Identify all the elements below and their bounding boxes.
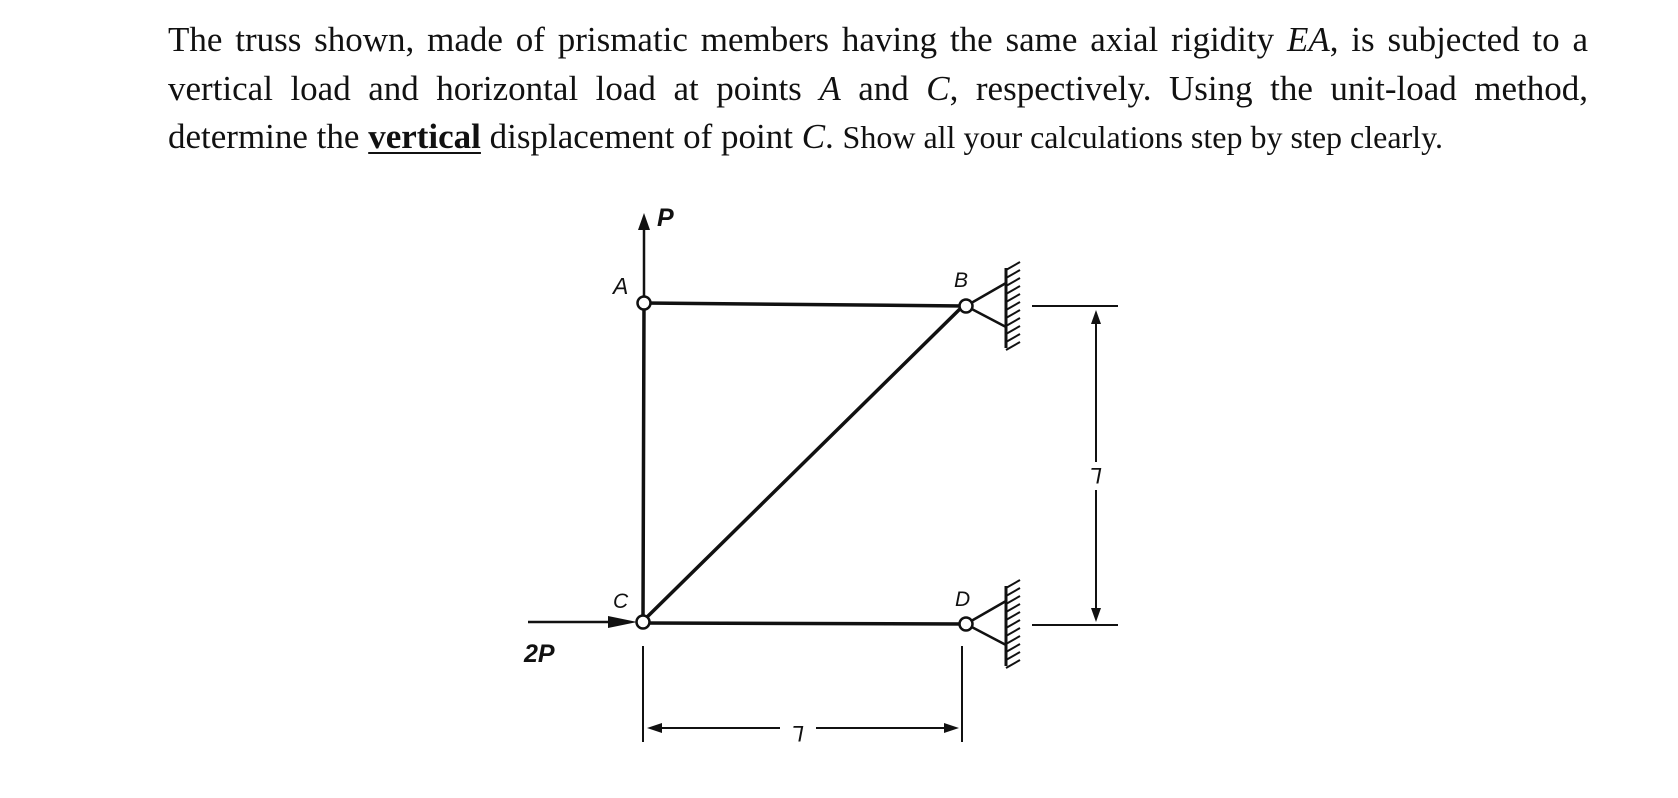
- text-segment: vertical load and horizontal load at points: [168, 68, 820, 108]
- load-label-p: P: [657, 204, 674, 232]
- node-label-d: D: [955, 588, 971, 611]
- load-label-2p: 2P: [524, 640, 555, 668]
- support-d: [966, 580, 1020, 668]
- member-cd: [643, 623, 966, 624]
- node-label-b: B: [954, 269, 969, 292]
- dimension-height: [1032, 306, 1118, 625]
- text-segment: displacement of point: [480, 117, 802, 156]
- joint-a: [638, 297, 651, 310]
- load-arrow-2p: [528, 616, 637, 628]
- text-segment: and: [840, 68, 927, 108]
- text-segment: , respectively. Using the unit-load method,: [949, 68, 1588, 108]
- dimension-label-width: L: [791, 721, 804, 746]
- text-segment: , is subjected to a: [1329, 20, 1589, 59]
- point-a-ref: A: [819, 68, 841, 108]
- axial-rigidity-symbol: EA: [1286, 20, 1330, 59]
- support-b: [966, 262, 1020, 350]
- text-segment: The truss shown, made of prismatic members having the same axial rigidity: [168, 20, 1287, 59]
- text-segment: .: [825, 117, 843, 156]
- dimension-label-height: L: [1089, 463, 1102, 488]
- joint-c: [637, 616, 650, 629]
- emphasis-vertical: vertical: [368, 117, 481, 156]
- point-c-ref: C: [801, 117, 826, 156]
- node-label-a: A: [613, 273, 629, 299]
- member-ab: [644, 303, 964, 306]
- point-c-ref: C: [926, 68, 950, 108]
- truss-members: [643, 303, 966, 624]
- member-ac: [643, 303, 644, 621]
- load-arrow-p: [638, 213, 650, 300]
- joint-d: [960, 618, 973, 631]
- member-cb: [643, 303, 966, 621]
- node-label-c: C: [613, 590, 629, 613]
- text-segment: determine the: [168, 117, 369, 156]
- joint-b: [960, 300, 973, 313]
- instruction-text: Show all your calculations step by step clearly.: [842, 119, 1443, 155]
